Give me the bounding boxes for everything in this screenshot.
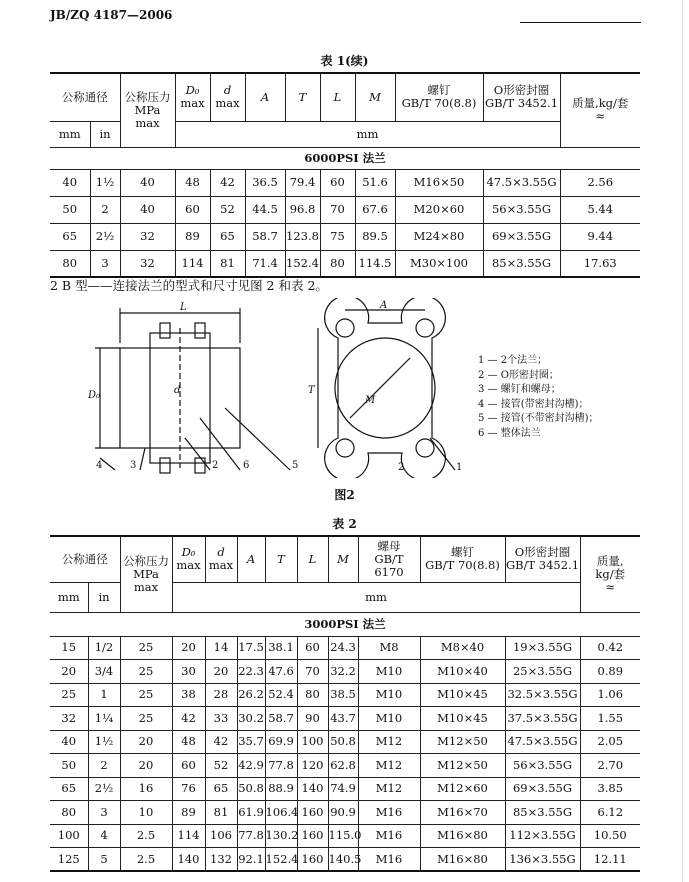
table-cell: M16 xyxy=(358,801,420,825)
table-cell: 40 xyxy=(120,169,175,196)
table-cell: 130.2 xyxy=(265,824,297,848)
table-cell: 115.0 xyxy=(328,824,358,848)
table-cell: 67.6 xyxy=(355,196,395,223)
table-cell: 100 xyxy=(297,730,328,754)
table-cell: 25×3.55G xyxy=(505,660,580,684)
table-cell: 20 xyxy=(172,636,205,660)
table-cell: 96.8 xyxy=(285,196,320,223)
table-row xyxy=(50,223,640,250)
table-cell: 50 xyxy=(50,196,90,223)
table-cell: M12×50 xyxy=(420,754,505,778)
table-cell: 65 xyxy=(50,223,90,250)
table-cell: 90 xyxy=(297,707,328,731)
table1-title: 表 1(续) xyxy=(320,54,369,68)
table-cell: M16×50 xyxy=(395,169,483,196)
table-row xyxy=(50,801,640,825)
hdr-M: M xyxy=(355,73,395,121)
hdr-L: L xyxy=(320,73,355,121)
table-cell: 136×3.55G xyxy=(505,848,580,872)
hdr-L: L xyxy=(297,536,328,582)
table-cell: 71.4 xyxy=(245,250,285,277)
table-cell: 80 xyxy=(320,250,355,277)
hdr-in: in xyxy=(88,582,120,612)
table-cell: 3 xyxy=(90,250,120,277)
table-cell: M16×80 xyxy=(420,848,505,872)
hdr-unit: mm xyxy=(172,582,580,612)
table-cell: 51.6 xyxy=(355,169,395,196)
table-cell: 69×3.55G xyxy=(505,777,580,801)
table-cell: 1½ xyxy=(90,169,120,196)
table-cell: 2.5 xyxy=(120,824,172,848)
label-D0: D₀ xyxy=(88,390,101,401)
table-cell: 140.5 xyxy=(328,848,358,872)
table-cell: 79.4 xyxy=(285,169,320,196)
hdr-oring: O形密封圈 GB/T 3452.1 xyxy=(483,73,560,121)
section-2-text: 2 B 型——连接法兰的型式和尺寸见图 2 和表 2。 xyxy=(50,278,328,293)
table-cell: 38.1 xyxy=(265,636,297,660)
document-code: JB/ZQ 4187—2006 xyxy=(50,8,173,22)
table-cell: 0.42 xyxy=(580,636,640,660)
table-cell: 16 xyxy=(120,777,172,801)
page-edge xyxy=(682,0,689,882)
table-cell: M12 xyxy=(358,754,420,778)
table-cell: 152.4 xyxy=(265,848,297,872)
table-cell: 48 xyxy=(172,730,205,754)
table-cell: 114 xyxy=(175,250,210,277)
table-cell: 37.5×3.55G xyxy=(505,707,580,731)
table-cell: 40 xyxy=(120,196,175,223)
label-6: 6 xyxy=(243,460,250,471)
table-row xyxy=(50,824,640,848)
table-cell: 25 xyxy=(120,707,172,731)
label-d: d xyxy=(174,385,181,396)
table-row xyxy=(50,754,640,778)
table-cell: 160 xyxy=(297,848,328,872)
table-cell: 77.8 xyxy=(237,824,265,848)
table-cell: 35.7 xyxy=(237,730,265,754)
label-L: L xyxy=(180,302,187,313)
table-cell: 3/4 xyxy=(88,660,120,684)
table-cell: 58.7 xyxy=(245,223,285,250)
section-3000psi: 3000PSI 法兰 xyxy=(50,612,640,636)
table-cell: M10×45 xyxy=(420,707,505,731)
table-cell: 50.8 xyxy=(237,777,265,801)
table-cell: 50 xyxy=(50,754,88,778)
label-2: 2 xyxy=(212,460,219,471)
table-cell: 32.5×3.55G xyxy=(505,683,580,707)
table-cell: 80 xyxy=(50,250,90,277)
hdr-T: T xyxy=(265,536,297,582)
table-cell: 85×3.55G xyxy=(483,250,560,277)
table-cell: 1/2 xyxy=(88,636,120,660)
table-cell: 3 xyxy=(88,801,120,825)
table-cell: 1.06 xyxy=(580,683,640,707)
table-cell: M12 xyxy=(358,730,420,754)
table-cell: 2 xyxy=(88,754,120,778)
table-cell: 14 xyxy=(205,636,237,660)
hdr-nut: 螺母 GB/T 6170 xyxy=(358,536,420,582)
table-row xyxy=(50,848,640,872)
table-cell: 50.8 xyxy=(328,730,358,754)
table-cell: 36.5 xyxy=(245,169,285,196)
table-cell: 65 xyxy=(50,777,88,801)
table-cell: 32 xyxy=(120,250,175,277)
legend-item: 4 — 接管(带密封沟槽)； xyxy=(478,398,589,410)
table-cell: 112×3.55G xyxy=(505,824,580,848)
table-cell: 62.8 xyxy=(328,754,358,778)
table-cell: 2½ xyxy=(88,777,120,801)
table-cell: 92.1 xyxy=(237,848,265,872)
table-row xyxy=(50,169,640,196)
table-cell: M12×50 xyxy=(420,730,505,754)
hdr-d: d max xyxy=(205,536,237,582)
table-row xyxy=(50,707,640,731)
table-cell: 32 xyxy=(120,223,175,250)
figure-caption: 图2 xyxy=(334,488,355,502)
table-cell: 81 xyxy=(205,801,237,825)
table-cell: M16 xyxy=(358,824,420,848)
table-row xyxy=(50,250,640,277)
hdr-mass: 质量, kg/套 ≈ xyxy=(580,536,640,612)
label-A: A xyxy=(380,300,388,311)
table-cell: M16×80 xyxy=(420,824,505,848)
hdr-d: d max xyxy=(210,73,245,121)
table-cell: 69×3.55G xyxy=(483,223,560,250)
table-cell: 60 xyxy=(172,754,205,778)
table-cell: 0.89 xyxy=(580,660,640,684)
table-cell: 32 xyxy=(50,707,88,731)
table-cell: 70 xyxy=(320,196,355,223)
table-cell: M10 xyxy=(358,683,420,707)
table-cell: 38.5 xyxy=(328,683,358,707)
table-cell: 17.63 xyxy=(560,250,640,277)
table-cell: 52 xyxy=(210,196,245,223)
table-cell: M8 xyxy=(358,636,420,660)
table-cell: 52 xyxy=(205,754,237,778)
table-cell: M16 xyxy=(358,848,420,872)
hdr-nominal: 公称通径 xyxy=(50,536,120,582)
table-cell: 160 xyxy=(297,824,328,848)
table-cell: 77.8 xyxy=(265,754,297,778)
table-cell: 20 xyxy=(50,660,88,684)
table-cell: 2.5 xyxy=(120,848,172,872)
table-cell: 75 xyxy=(320,223,355,250)
label-2b: 2 xyxy=(398,462,405,473)
table-cell: 47.5×3.55G xyxy=(505,730,580,754)
table-cell: 114 xyxy=(172,824,205,848)
table-row xyxy=(50,636,640,660)
label-3: 3 xyxy=(130,460,137,471)
table-cell: 106.4 xyxy=(265,801,297,825)
table-cell: 60 xyxy=(320,169,355,196)
label-1: 1 xyxy=(456,462,463,473)
table-cell: M8×40 xyxy=(420,636,505,660)
table-cell: 28 xyxy=(205,683,237,707)
table-cell: 140 xyxy=(297,777,328,801)
table-cell: M10×40 xyxy=(420,660,505,684)
table-cell: 2.56 xyxy=(560,169,640,196)
table-cell: 5.44 xyxy=(560,196,640,223)
label-4: 4 xyxy=(96,460,103,471)
table-cell: 69.9 xyxy=(265,730,297,754)
table-cell: 42.9 xyxy=(237,754,265,778)
table-row xyxy=(50,730,640,754)
figure-2-drawing xyxy=(80,298,480,478)
table-row xyxy=(50,660,640,684)
table-cell: 26.2 xyxy=(237,683,265,707)
table-cell: 89 xyxy=(175,223,210,250)
table-cell: 30 xyxy=(172,660,205,684)
hdr-pressure: 公称压力 MPa max xyxy=(120,73,175,147)
table-cell: M24×80 xyxy=(395,223,483,250)
table-cell: 38 xyxy=(172,683,205,707)
table-cell: 60 xyxy=(297,636,328,660)
table-cell: 20 xyxy=(120,754,172,778)
table-cell: 25 xyxy=(50,683,88,707)
table-cell: M16×70 xyxy=(420,801,505,825)
table2-title: 表 2 xyxy=(332,517,357,531)
hdr-mm: mm xyxy=(50,582,88,612)
legend-item: 6 — 整体法兰 xyxy=(478,427,541,439)
table-cell: M12×60 xyxy=(420,777,505,801)
table-cell: 48 xyxy=(175,169,210,196)
table-cell: 20 xyxy=(205,660,237,684)
table-cell: 10 xyxy=(120,801,172,825)
table-cell: 25 xyxy=(120,660,172,684)
table-cell: 25 xyxy=(120,636,172,660)
table-cell: 3.85 xyxy=(580,777,640,801)
table-cell: 17.5 xyxy=(237,636,265,660)
table-cell: 2.70 xyxy=(580,754,640,778)
table-cell: M10 xyxy=(358,707,420,731)
table-cell: 100 xyxy=(50,824,88,848)
table-cell: 140 xyxy=(172,848,205,872)
table-cell: 9.44 xyxy=(560,223,640,250)
table-cell: 56×3.55G xyxy=(483,196,560,223)
table-row xyxy=(50,777,640,801)
table-cell: 2.05 xyxy=(580,730,640,754)
table-cell: 80 xyxy=(297,683,328,707)
table-cell: 76 xyxy=(172,777,205,801)
table-cell: 2 xyxy=(90,196,120,223)
table-cell: 42 xyxy=(205,730,237,754)
table-cell: 106 xyxy=(205,824,237,848)
table-cell: M12 xyxy=(358,777,420,801)
hdr-mm: mm xyxy=(50,121,90,147)
table-cell: 40 xyxy=(50,730,88,754)
hdr-T: T xyxy=(285,73,320,121)
table-cell: 70 xyxy=(297,660,328,684)
table-cell: 61.9 xyxy=(237,801,265,825)
table-cell: 19×3.55G xyxy=(505,636,580,660)
table2 xyxy=(50,535,640,872)
hdr-A: A xyxy=(237,536,265,582)
figure-legend xyxy=(478,354,599,441)
hdr-screw: 螺钉 GB/T 70(8.8) xyxy=(420,536,505,582)
table-cell: 42 xyxy=(172,707,205,731)
table-cell: 10.50 xyxy=(580,824,640,848)
table-cell: 30.2 xyxy=(237,707,265,731)
table-cell: 56×3.55G xyxy=(505,754,580,778)
table-cell: 85×3.55G xyxy=(505,801,580,825)
table-cell: 120 xyxy=(297,754,328,778)
table-cell: 81 xyxy=(210,250,245,277)
table-cell: M30×100 xyxy=(395,250,483,277)
legend-item: 3 — 螺钉和螺母； xyxy=(478,384,561,395)
table-cell: 20 xyxy=(120,730,172,754)
hdr-screw: 螺钉 GB/T 70(8.8) xyxy=(395,73,483,121)
hdr-A: A xyxy=(245,73,285,121)
section-6000psi: 6000PSI 法兰 xyxy=(50,147,640,169)
table-cell: 74.9 xyxy=(328,777,358,801)
table-cell: 1.55 xyxy=(580,707,640,731)
table-cell: 6.12 xyxy=(580,801,640,825)
table-cell: 42 xyxy=(210,169,245,196)
table-cell: 152.4 xyxy=(285,250,320,277)
hdr-d0: D₀ max xyxy=(172,536,205,582)
table-cell: 114.5 xyxy=(355,250,395,277)
legend-item: 2 — O形密封圈； xyxy=(478,369,559,381)
table-cell: 52.4 xyxy=(265,683,297,707)
table-cell: 160 xyxy=(297,801,328,825)
hdr-nominal: 公称通径 xyxy=(50,73,120,121)
table-cell: 5 xyxy=(88,848,120,872)
hdr-in: in xyxy=(90,121,120,147)
table-cell: 60 xyxy=(175,196,210,223)
table-cell: 15 xyxy=(50,636,88,660)
table-cell: 4 xyxy=(88,824,120,848)
table-cell: 33 xyxy=(205,707,237,731)
table-cell: 22.3 xyxy=(237,660,265,684)
label-T: T xyxy=(308,385,315,396)
table-cell: 65 xyxy=(205,777,237,801)
hdr-d0: D₀ max xyxy=(175,73,210,121)
table-cell: 25 xyxy=(120,683,172,707)
legend-item: 1 — 2个法兰； xyxy=(478,355,548,366)
header-rule xyxy=(520,22,641,23)
hdr-mass: 质量,kg/套 ≈ xyxy=(560,73,640,147)
table-cell: 2½ xyxy=(90,223,120,250)
label-5: 5 xyxy=(292,460,299,471)
table-cell: 40 xyxy=(50,169,90,196)
table-cell: 44.5 xyxy=(245,196,285,223)
table-cell: 80 xyxy=(50,801,88,825)
legend-item: 5 — 接管(不带密封沟槽)； xyxy=(478,413,599,424)
table-cell: 24.3 xyxy=(328,636,358,660)
table-cell: 132 xyxy=(205,848,237,872)
table-row xyxy=(50,196,640,223)
table-cell: 43.7 xyxy=(328,707,358,731)
table-cell: 125 xyxy=(50,848,88,872)
table-cell: M10×45 xyxy=(420,683,505,707)
table-cell: 88.9 xyxy=(265,777,297,801)
table-cell: M10 xyxy=(358,660,420,684)
hdr-M: M xyxy=(328,536,358,582)
table1 xyxy=(50,72,640,278)
table-cell: 32.2 xyxy=(328,660,358,684)
table-cell: 1 xyxy=(88,683,120,707)
hdr-pressure: 公称压力 MPa max xyxy=(120,536,172,612)
table-cell: M20×60 xyxy=(395,196,483,223)
table-cell: 90.9 xyxy=(328,801,358,825)
table-cell: 1½ xyxy=(88,730,120,754)
table-cell: 65 xyxy=(210,223,245,250)
table-row xyxy=(50,683,640,707)
hdr-unit: mm xyxy=(175,121,560,147)
hdr-oring: O形密封圈 GB/T 3452.1 xyxy=(505,536,580,582)
table-cell: 47.6 xyxy=(265,660,297,684)
table-cell: 12.11 xyxy=(580,848,640,872)
table-cell: 89.5 xyxy=(355,223,395,250)
table-cell: 1¼ xyxy=(88,707,120,731)
table-cell: 58.7 xyxy=(265,707,297,731)
table-cell: 123.8 xyxy=(285,223,320,250)
table-cell: 47.5×3.55G xyxy=(483,169,560,196)
table-cell: 89 xyxy=(172,801,205,825)
label-M: M xyxy=(365,395,376,406)
